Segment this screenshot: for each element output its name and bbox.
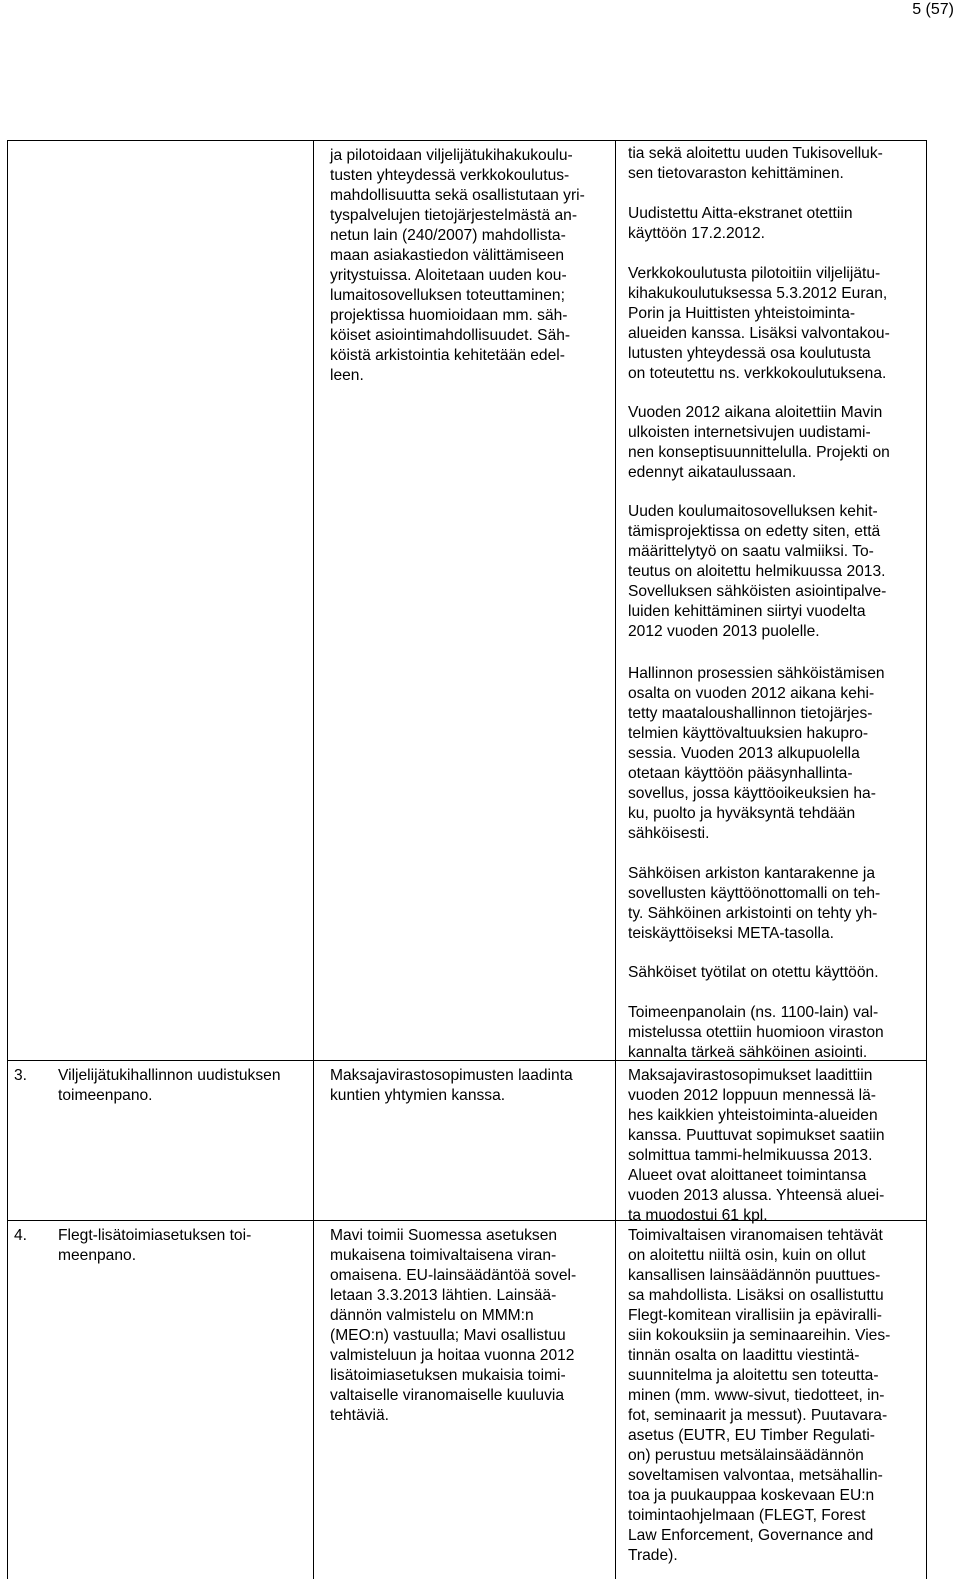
row-4-number: 4. bbox=[14, 1227, 28, 1244]
row-top-result-para-9: Toimeenpanolain (ns. 1100-lain) val- mistelussa otettiin huomioon viraston kannalta tärkeä sähköinen asiointi. bbox=[628, 1004, 884, 1061]
row-3-title: Viljelijätukihallinnon uudistuksen toimeenpano. bbox=[58, 1067, 281, 1104]
row-top-result-para-1: tia sekä aloitettu uuden Tukisovelluk- sen tietovaraston kehittäminen. bbox=[628, 145, 883, 182]
row-4-goal: Mavi toimii Suomessa asetuksen mukaisena toimivaltaisena viran- omaisena. EU-lainsäädäntöä sovel- letaan 3.3.2013 lähtien. Lainsää- dännön valmistelu on MMM:n (MEO:n) vastuulla; Mavi osallistuu valmisteluun ja hoitaa vuonna 2012 lisätoimiasetuksen mukaisia toimi- valtaiselle viranomaiselle kuuluvia tehtäviä. bbox=[330, 1227, 577, 1424]
row-top-result-para-8: Sähköiset työtilat on otettu käyttöön. bbox=[628, 964, 879, 981]
row-3-number: 3. bbox=[14, 1067, 28, 1084]
row-4-title: Flegt-lisätoimiasetuksen toi- meenpano. bbox=[58, 1227, 252, 1264]
column-divider-2 bbox=[615, 140, 616, 1579]
row-3-result: Maksajavirastosopimukset laadittiin vuoden 2012 loppuun mennessä lä- hes kaikkien yhteistoiminta-alueiden kanssa. Puuttuvat sopimukset saatiin solmittua tammi-helmikuussa 2013. Alueet ovat aloittaneet toimintansa vuoden 2013 alussa. Yhteensä aluei- ta muodostui 61 kpl. bbox=[628, 1067, 885, 1224]
table-border-right bbox=[926, 140, 927, 1579]
row-top-goal-text: ja pilotoidaan viljelijätukihakukoulu- tusten yhteydessä verkkokoulutus- mahdollisuutta sekä osallistutaan yri- tyspalvelujen tietojärjestelmästä an- netun lain (240/2007) mahdollista- maan asiakastiedon välittämiseen yritystuissa. Aloitetaan uuden kou- lumaitosovelluksen toteuttaminen; projektissa huomioidaan mm. säh- köiset asiointimahdollisuudet. Säh- köistä arkistointia kehitetään edel- leen. bbox=[330, 147, 585, 384]
row-3-goal: Maksajavirastosopimusten laadinta kuntien yhtymien kanssa. bbox=[330, 1067, 573, 1104]
row-top-result-para-3: Verkkokoulutusta pilotoitiin viljelijätu- kihakukoulutuksessa 5.3.2012 Euran, Porin ja Huittisten yhteistoiminta- alueiden kanssa. Lisäksi valvontakou- lutusten yhteydessä osa koulutusta on toteutettu ns. verkkokoulutuksena. bbox=[628, 265, 890, 382]
row-top-result-para-2: Uudistettu Aitta-ekstranet otettiin käyttöön 17.2.2012. bbox=[628, 205, 853, 242]
row-top-result-para-5: Uuden koulumaitosovelluksen kehit- tämisprojektissa on edetty siten, että määrittelytyö on saatu valmiiksi. To- teutus on aloitettu helmikuussa 2013. Sovelluksen sähköisten asiointipalve- luiden kehittäminen siirtyi vuodelta 2012 vuoden 2013 puolelle. bbox=[628, 503, 887, 640]
page-number: 5 (57) bbox=[912, 1, 954, 18]
column-divider-1 bbox=[313, 140, 314, 1579]
row-4-result: Toimivaltaisen viranomaisen tehtävät on aloitettu niiltä osin, kuin on ollut kansallisen lainsäädännön puuttues- sa mahdollista. Lisäksi on osallistuttu Flegt-komitean virallisiin ja epäviralli- siin kokouksiin ja seminaareihin. Vies- tinnän osalta on laadittu viestintä- suunnitelma ja aloitettu sen toteutta- minen (mm. www-sivut, tiedotteet, in- fot, seminaarit ja messut). Puutavara- asetus (EUTR, EU Timber Regulati- on) perustuu metsälainsäädännön soveltamisen valvontaa, metsähallin- toa ja puukauppaa koskevaan EU:n toimintaohjelmaan (FLEGT, Forest Law Enforcement, Governance and Trade). bbox=[628, 1227, 891, 1564]
row-top-result-para-7: Sähköisen arkiston kantarakenne ja sovellusten käyttöönottomalli on teh- ty. Sähköinen arkistointi on tehty yh- teiskäyttöiseksi META-tasolla. bbox=[628, 865, 881, 942]
row-top-result-para-6: Hallinnon prosessien sähköistämisen osalta on vuoden 2012 aikana kehi- tetty maataloushallinnon tietojärjes- telmien käyttövaltuuksien hakupro- sessia. Vuoden 2013 alkupuolella otetaan käyttöön pääsynhallinta- sovellus, jossa käyttöoikeuksien ha- ku, puolto ja hyväksyntä tehdään sähköisesti. bbox=[628, 665, 885, 842]
table-top-rule bbox=[7, 140, 927, 141]
table-border-left bbox=[7, 140, 8, 1579]
row-top-result-para-4: Vuoden 2012 aikana aloitettiin Mavin ulkoisten internetsivujen uudistami- nen konseptisuunnittelulla. Projekti on edennyt aikataulussaan. bbox=[628, 404, 890, 481]
